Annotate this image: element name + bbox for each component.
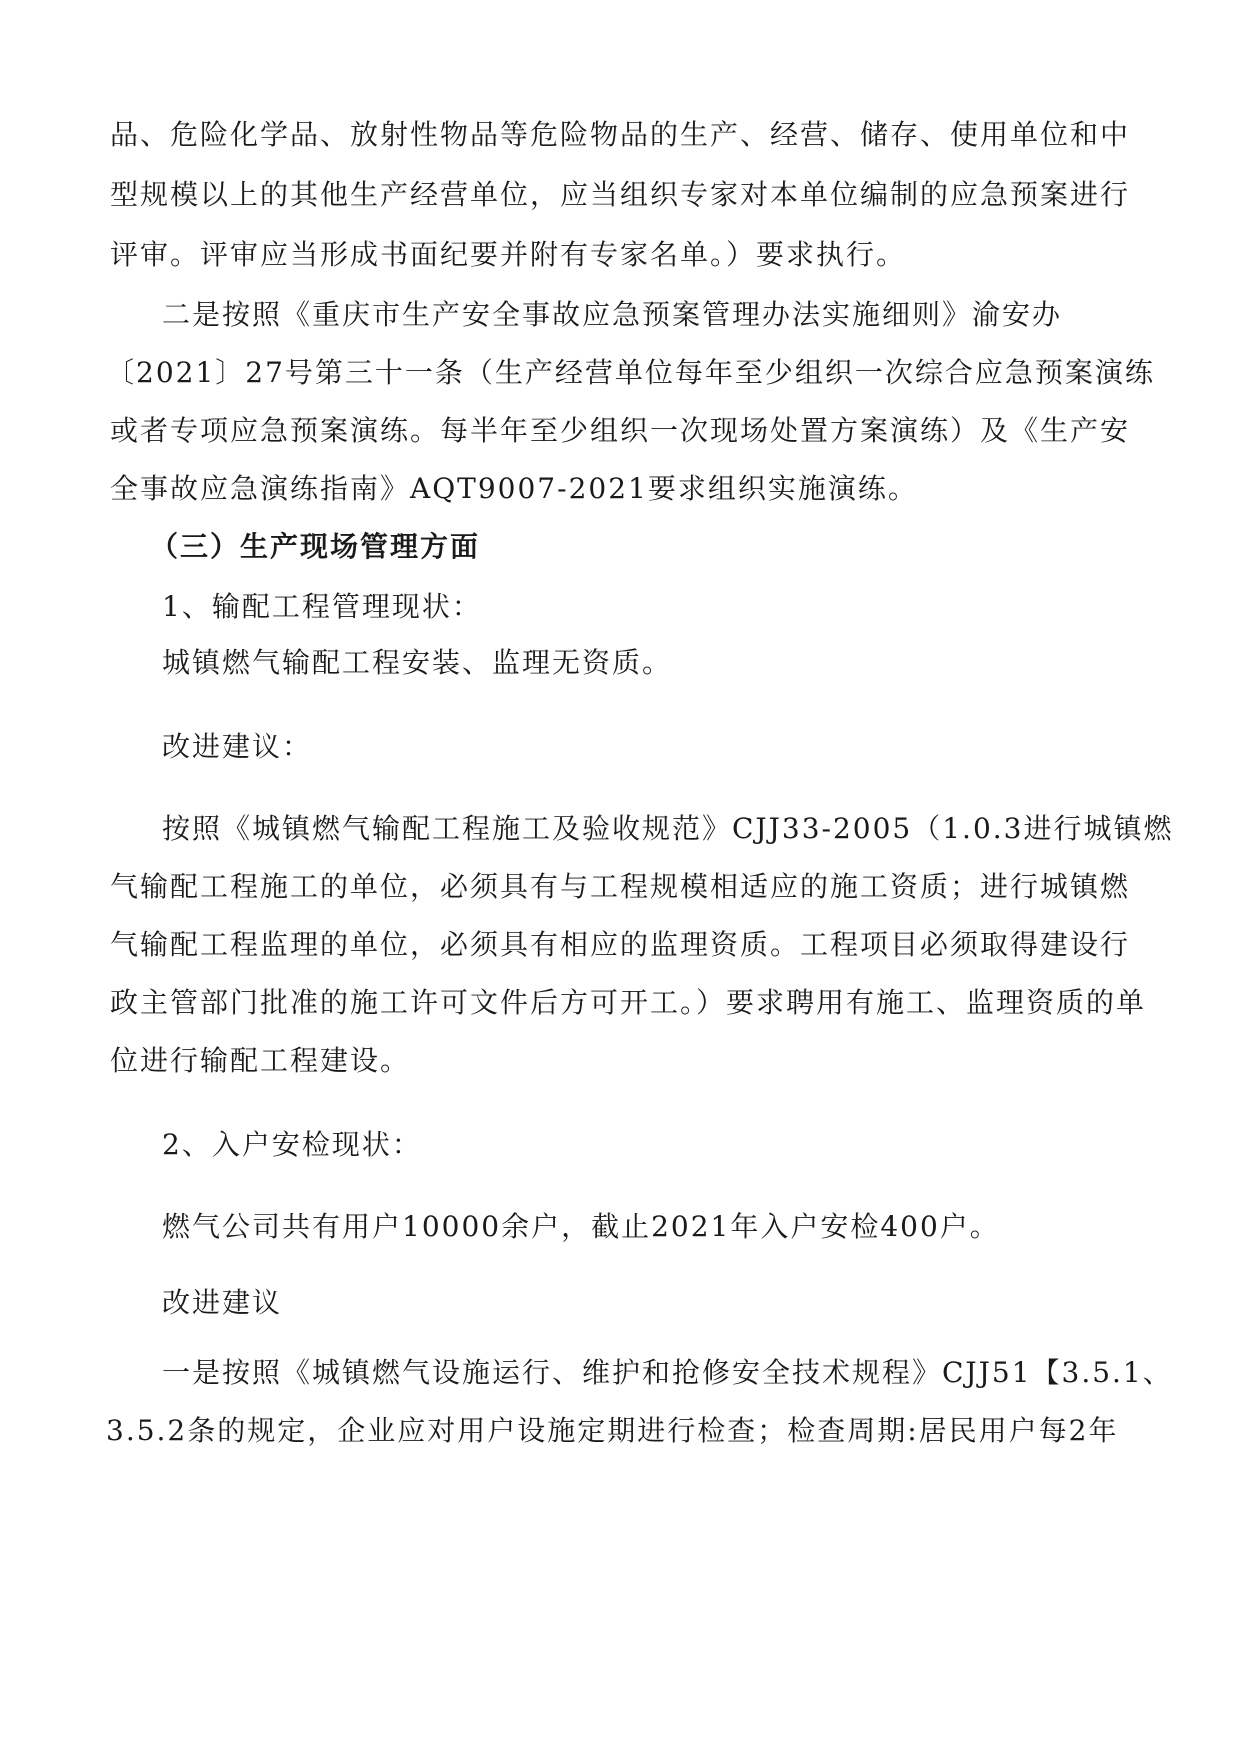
paragraph-line: 位进行输配工程建设。	[110, 1044, 411, 1077]
paragraph-line: 全事故应急演练指南》AQT9007-2021要求组织实施演练。	[110, 472, 918, 505]
paragraph-line: 〔2021〕27号第三十一条（生产经营单位每年至少组织一次综合应急预案演练	[106, 356, 1155, 389]
paragraph-line: 燃气公司共有用户10000余户，截止2021年入户安检400户。	[162, 1210, 1000, 1243]
suggestion-heading: 改进建议	[162, 1286, 283, 1319]
paragraph-line: 按照《城镇燃气输配工程施工及验收规范》CJJ33-2005（1.0.3进行城镇燃	[162, 812, 1174, 845]
paragraph-line: 城镇燃气输配工程安装、监理无资质。	[162, 646, 673, 679]
paragraph-line: 气输配工程施工的单位，必须具有与工程规模相适应的施工资质；进行城镇燃	[110, 870, 1131, 903]
suggestion-heading: 改进建议：	[162, 730, 313, 763]
paragraph-line: 或者专项应急预案演练。每半年至少组织一次现场处置方案演练）及《生产安	[110, 414, 1131, 447]
paragraph-line: 气输配工程监理的单位，必须具有相应的监理资质。工程项目必须取得建设行	[110, 928, 1131, 961]
paragraph-line: 3.5.2条的规定，企业应对用户设施定期进行检查；检查周期:居民用户每2年	[106, 1414, 1119, 1447]
paragraph-line: 政主管部门批准的施工许可文件后方可开工。）要求聘用有施工、监理资质的单	[110, 986, 1147, 1019]
paragraph-line: 一是按照《城镇燃气设施运行、维护和抢修安全技术规程》CJJ51【3.5.1、	[162, 1356, 1173, 1389]
subsection-heading: 2、入户安检现状：	[162, 1128, 422, 1161]
subsection-heading: 1、输配工程管理现状：	[162, 590, 482, 623]
paragraph-line: 评审。评审应当形成书面纪要并附有专家名单。）要求执行。	[110, 238, 907, 271]
paragraph-line: 品、危险化学品、放射性物品等危险物品的生产、经营、储存、使用单位和中	[110, 118, 1131, 151]
paragraph-line: 型规模以上的其他生产经营单位，应当组织专家对本单位编制的应急预案进行	[110, 178, 1131, 211]
paragraph-line: 二是按照《重庆市生产安全事故应急预案管理办法实施细则》渝安办	[162, 298, 1063, 331]
section-heading: （三）生产现场管理方面	[150, 530, 481, 563]
